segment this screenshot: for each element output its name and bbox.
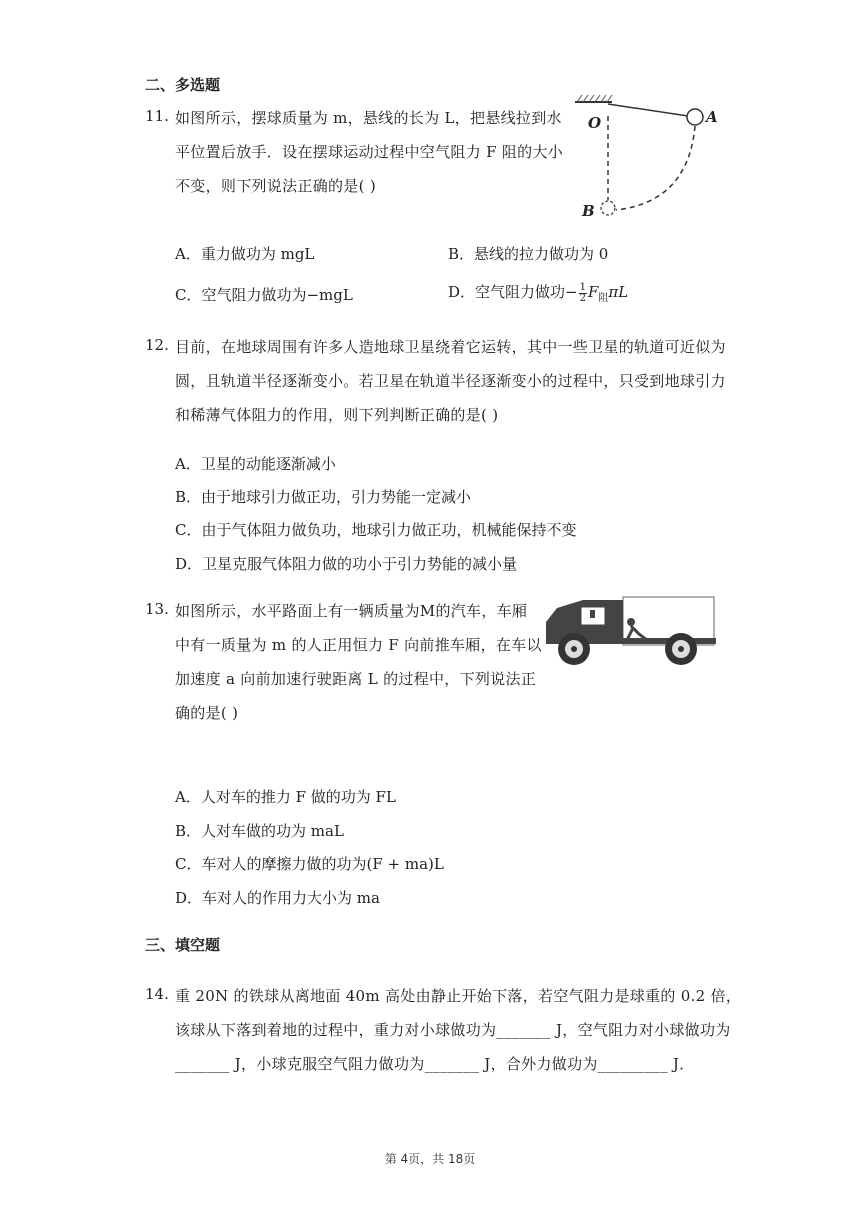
question-text-line: 目前，在地球周围有许多人造地球卫星绕着它运转，其中一些卫星的轨道可近似为 — [175, 338, 726, 356]
section-title-multiple-choice: 二、多选题 — [145, 76, 221, 94]
question-text-line: _______ J，小球克服空气阻力做功为_______ J，合外力做功为_________ J． — [175, 1055, 695, 1073]
option-b: B．人对车做的功为 maL — [175, 822, 344, 840]
option-b: B．由于地球引力做正功，引力势能一定减小 — [175, 488, 472, 506]
question-number: 11. — [145, 107, 169, 125]
question-text-line: 不变，则下列说法正确的是( ) — [175, 177, 376, 195]
option-c: C．空气阻力做功为−mgL — [175, 286, 353, 304]
question-number: 14. — [145, 985, 169, 1003]
pendulum-figure — [570, 92, 730, 222]
question-text-line: 重 20N 的铁球从离地面 40m 高处由静止开始下落，若空气阻力是球重的 0.2 倍， — [175, 987, 742, 1005]
question-text-line: 和稀薄气体阻力的作用，则下列判断正确的是( ) — [175, 406, 499, 424]
option-d: D．卫星克服气体阻力做的功小于引力势能的减小量 — [175, 555, 518, 573]
question-text-line: 中有一质量为 m 的人正用恒力 F 向前推车厢，在车以 — [175, 636, 542, 654]
question-text-line: 如图所示，摆球质量为 m，悬线的长为 L，把悬线拉到水 — [175, 109, 562, 127]
option-c: C．车对人的摩擦力做的功为(F + ma)L — [175, 855, 444, 873]
option-d — [448, 281, 628, 304]
question-text-line: 该球从下落到着地的过程中，重力对小球做功为_______ J，空气阻力对小球做功为 — [175, 1021, 731, 1039]
option-d-tail: πL — [608, 283, 629, 301]
question-text-line: 平位置后放手．设在摆球运动过程中空气阻力 F 阻的大小 — [175, 143, 564, 161]
fraction — [579, 283, 587, 304]
truck-figure — [543, 594, 718, 674]
section-title-fill-in: 三、填空题 — [145, 936, 221, 954]
label-b: B — [582, 202, 595, 220]
label-a: A — [706, 108, 718, 126]
option-a: A．重力做功为 mgL — [175, 245, 315, 263]
option-d: D．车对人的作用力大小为 ma — [175, 889, 380, 907]
question-number: 13. — [145, 600, 169, 618]
question-text-line: 如图所示，水平路面上有一辆质量为M的汽车，车厢 — [175, 602, 528, 620]
question-text-line: 加速度 a 向前加速行驶距离 L 的过程中，下列说法正 — [175, 670, 537, 688]
option-a: A．人对车的推力 F 做的功为 FL — [175, 788, 396, 806]
fraction-denominator: 2 — [579, 292, 586, 304]
option-b: B．悬线的拉力做功为 0 — [448, 245, 609, 263]
question-text-line: 确的是( ) — [175, 704, 239, 722]
question-number: 12. — [145, 336, 169, 354]
page-footer: 第 4页，共 18页 — [384, 1152, 476, 1166]
fraction-numerator: 1 — [579, 281, 586, 293]
label-o: O — [588, 114, 602, 132]
option-d-symbol: F — [587, 283, 599, 301]
option-c: C．由于气体阻力做负功，地球引力做正功，机械能保持不变 — [175, 521, 577, 539]
question-text-line: 圆，且轨道半径逐渐变小。若卫星在轨道半径逐渐变小的过程中，只受到地球引力 — [175, 372, 726, 390]
option-d-text: D．空气阻力做功− — [448, 283, 578, 301]
option-a: A．卫星的动能逐渐减小 — [175, 455, 336, 473]
option-d-subscript: 阻 — [598, 293, 609, 304]
